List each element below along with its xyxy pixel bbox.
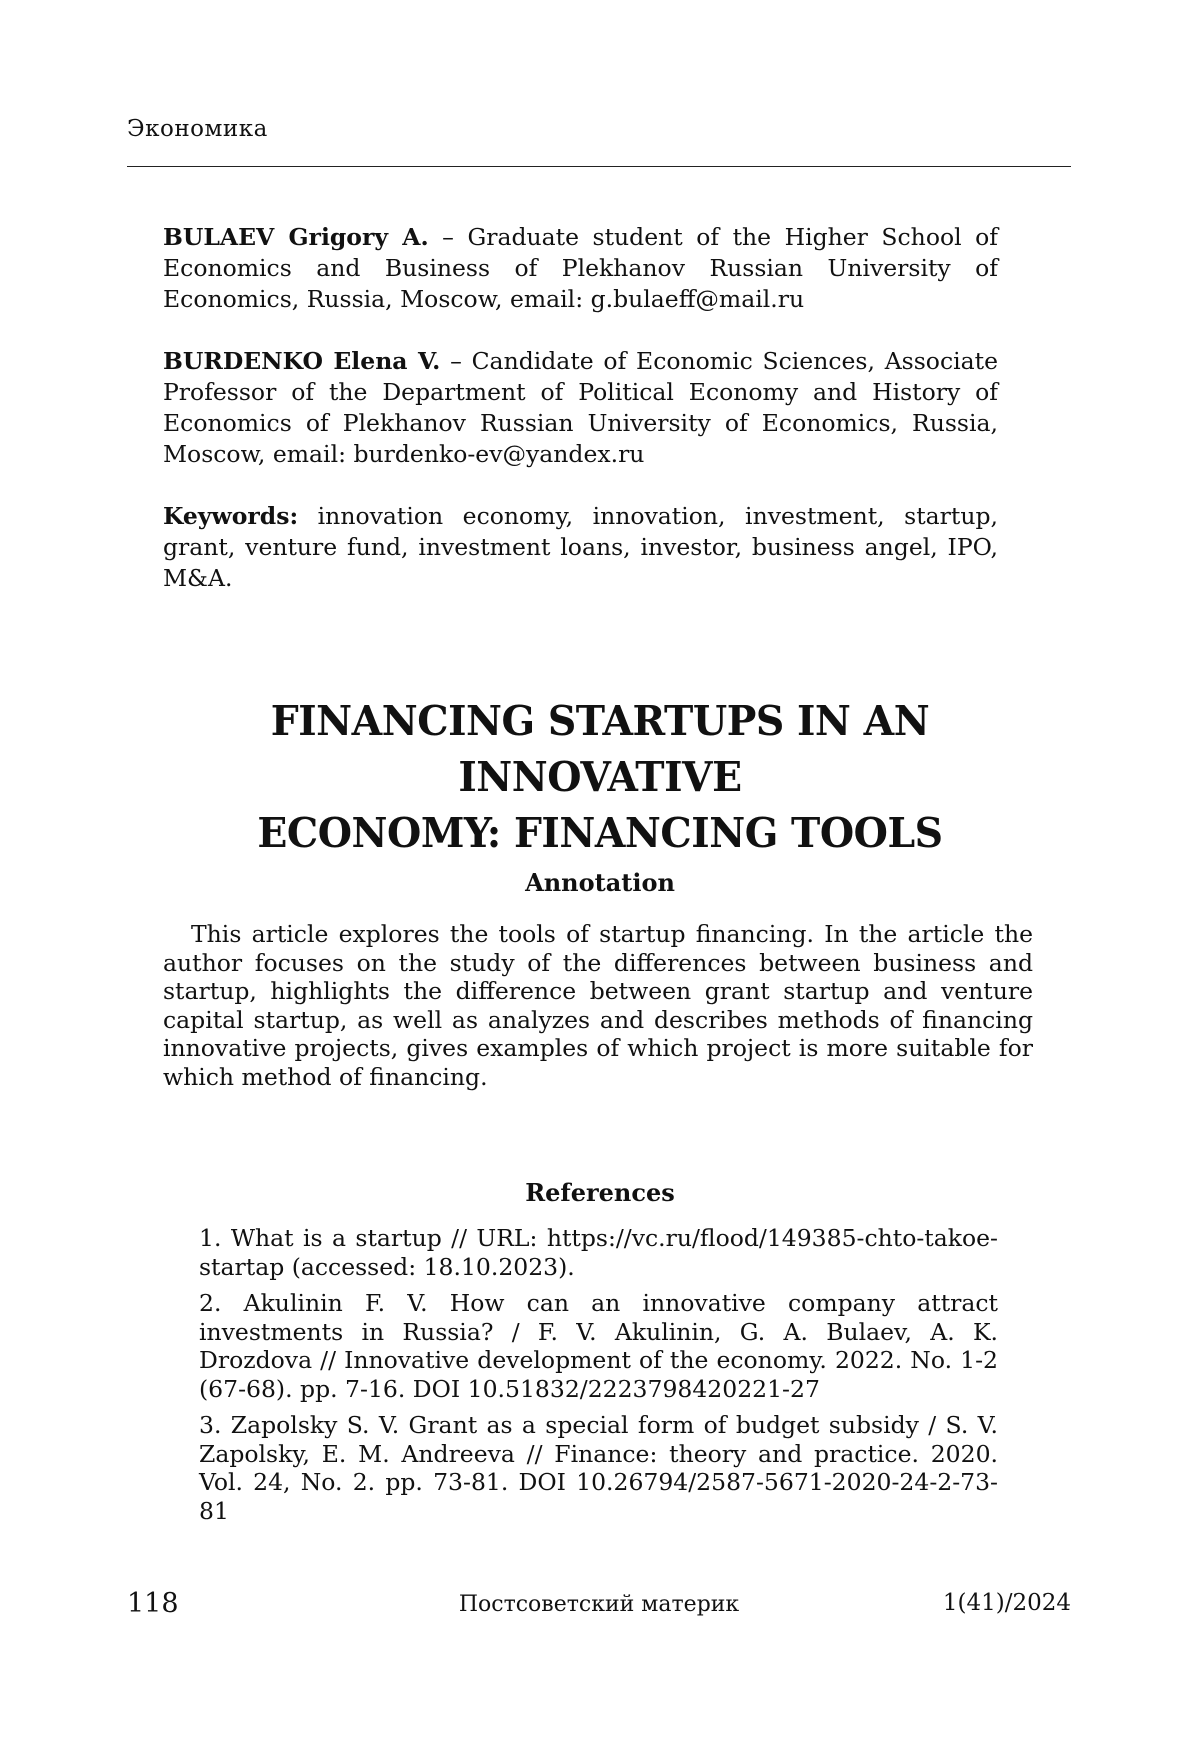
reference-item: 2. Akulinin F. V. How can an innovative company attract investments in Russia? / F. V. Akulinin, G. A. Bulaev, A. K. Drozdova // Innovative development of the economy. 2022. No. 1-2 (67-68). pp. 7-16. DOI 10.51832/2223798420221-27 bbox=[199, 1289, 998, 1403]
keywords bbox=[163, 501, 998, 594]
article-title-line: ECONOMY: FINANCING TOOLS bbox=[257, 809, 943, 857]
author-info-section bbox=[163, 222, 998, 594]
reference-list bbox=[199, 1224, 998, 1533]
annotation-text: This article explores the tools of startup financing. In the article the author focuses on the study of the differences between business and startup, highlights the difference between grant startup and venture capital startup, as well as analyzes and describes methods of financing innovative projects, gives examples of which project is more suitable for which method of financing. bbox=[163, 920, 1033, 1091]
issue-number: 1(41)/2024 bbox=[942, 1590, 1071, 1616]
page-number: 118 bbox=[127, 1588, 179, 1619]
keywords-label: Keywords: bbox=[163, 502, 299, 530]
reference-item: 3. Zapolsky S. V. Grant as a special form of budget subsidy / S. V. Zapolsky, E. M. Andreeva // Finance: theory and practice. 2020. Vol. 24, No. 2. pp. 73-81. DOI 10.26794/2587-5671-2020-24-2-73-81 bbox=[199, 1411, 998, 1525]
journal-name: Постсоветский материк bbox=[458, 1592, 740, 1617]
references-heading: References bbox=[525, 1178, 675, 1207]
running-head: Экономика bbox=[127, 116, 268, 142]
article-title-line: FINANCING STARTUPS IN AN INNOVATIVE bbox=[270, 697, 930, 801]
author-name: BULAEV Grigory A. bbox=[163, 223, 429, 251]
author-bulaev bbox=[163, 222, 998, 315]
author-details: – Candidate of Economic Sciences, Associate Professor of the Department of Political Economy and History of Economics of Plekhanov Russian University of Economics, Russia, Moscow, email: burdenko-ev@yandex.ru bbox=[163, 347, 998, 468]
annotation-heading: Annotation bbox=[525, 868, 675, 897]
page-footer bbox=[127, 1588, 1071, 1628]
author-details: – Graduate student of the Higher School of Economics and Business of Plekhanov Russian University of Economics, Russia, Moscow, email: g.bulaeff@mail.ru bbox=[163, 223, 998, 313]
author-name: BURDENKO Elena V. bbox=[163, 347, 441, 375]
keywords-text: innovation economy, innovation, investment, startup, grant, venture fund, investment loans, investor, business angel, IPO, M&A. bbox=[163, 502, 998, 592]
author-burdenko bbox=[163, 346, 998, 470]
reference-item: 1. What is a startup // URL: https://vc.ru/flood/149385-chto-takoe-startap (accessed: 18.10.2023). bbox=[199, 1224, 998, 1281]
article-title bbox=[139, 693, 1061, 861]
header-divider bbox=[127, 166, 1071, 167]
